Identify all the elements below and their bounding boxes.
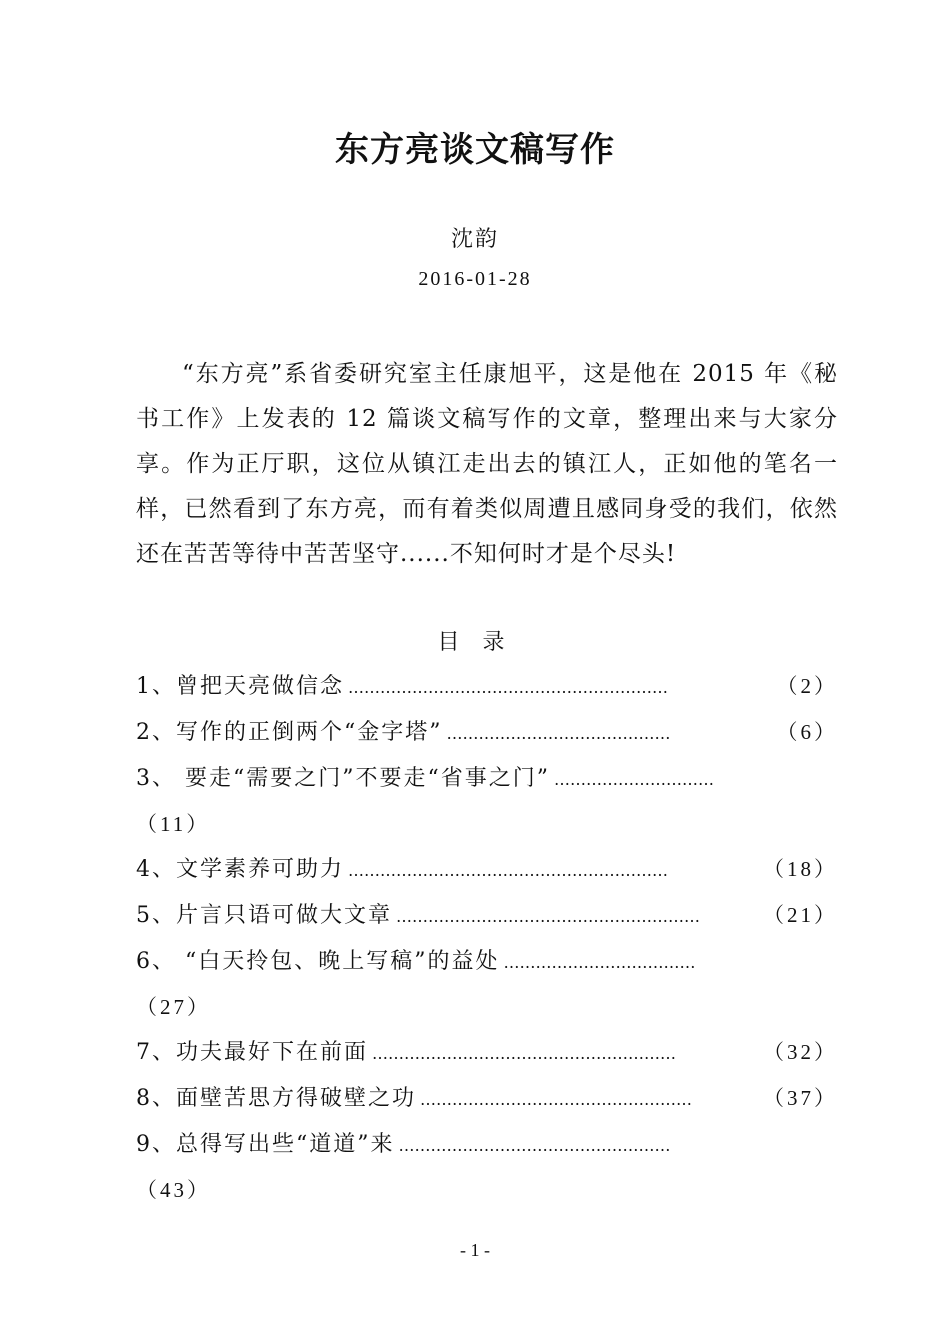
table-of-contents: [136, 664, 838, 1213]
toc-leader-dots: ……………………………………………………: [348, 678, 668, 697]
toc-leader-dots: ……………………………………………………: [348, 861, 668, 880]
toc-page-number: （21）: [763, 903, 838, 927]
document-title: 东方亮谈文稿写作: [335, 130, 615, 170]
page-number-footer: - 1 -: [460, 1240, 490, 1260]
author-name: 沈韵: [450, 227, 499, 252]
toc-entry-4[interactable]: [136, 847, 838, 893]
toc-leader-dots: …………………………………………………: [396, 907, 700, 926]
toc-page-number: （32）: [763, 1040, 838, 1064]
toc-page-number: （43）: [136, 1178, 211, 1202]
toc-page-number: （27）: [136, 995, 211, 1019]
toc-leader-dots: …………………………………………………: [372, 1044, 676, 1063]
toc-entry-label: 1、曾把天亮做信念: [136, 674, 344, 699]
toc-entry-8[interactable]: [136, 1076, 838, 1122]
toc-entry-label: 3、 要走“需要之门”不要走“省事之门”: [136, 766, 550, 791]
toc-leader-dots: ………………………………: [503, 953, 696, 972]
toc-entry-label: 6、 “白天拎包、晚上写稿”的益处: [136, 949, 500, 974]
toc-entry-9[interactable]: [136, 1122, 838, 1213]
toc-entry-label: 8、面壁苦思方得破壁之功: [136, 1086, 416, 1111]
toc-heading: 目 录: [437, 630, 513, 655]
toc-entry-1[interactable]: [136, 664, 838, 710]
toc-entry-label: 2、写作的正倒两个“金字塔”: [136, 720, 443, 745]
toc-page-number: （37）: [763, 1086, 838, 1110]
toc-leader-dots: ……………………………………………: [420, 1090, 692, 1109]
toc-leader-dots: ……………………………………: [446, 724, 671, 743]
toc-entry-5[interactable]: [136, 893, 838, 939]
toc-entry-label: 9、总得写出些“道道”来: [136, 1132, 395, 1157]
toc-page-number: （11）: [136, 812, 211, 836]
toc-page-number: （2）: [776, 674, 838, 698]
toc-page-number: （18）: [763, 857, 838, 881]
toc-entry-6[interactable]: [136, 939, 838, 1030]
publish-date: 2016-01-28: [418, 268, 532, 290]
toc-page-number: （6）: [776, 720, 838, 744]
toc-entry-label: 7、功夫最好下在前面: [136, 1040, 368, 1065]
toc-entry-7[interactable]: [136, 1030, 838, 1076]
intro-paragraph: “东方亮”系省委研究室主任康旭平，这是他在 2015 年《秘书工作》上发表的 12 篇谈文稿写作的文章，整理出来与大家分享。作为正厅职，这位从镇江走出去的镇江人，正如他的笔名一样，已然看到了东方亮，而有着类似周遭且感同身受的我们，依然还在苦苦等待中苦苦坚守......不知何时才是个尽头!: [136, 361, 838, 567]
toc-leader-dots: …………………………: [553, 770, 714, 789]
toc-entry-label: 5、片言只语可做大文章: [136, 903, 392, 928]
toc-entry-label: 4、文学素养可助力: [136, 857, 344, 882]
toc-entry-2[interactable]: [136, 710, 838, 756]
toc-entry-3[interactable]: [136, 756, 838, 847]
toc-leader-dots: ……………………………………………: [398, 1136, 671, 1155]
